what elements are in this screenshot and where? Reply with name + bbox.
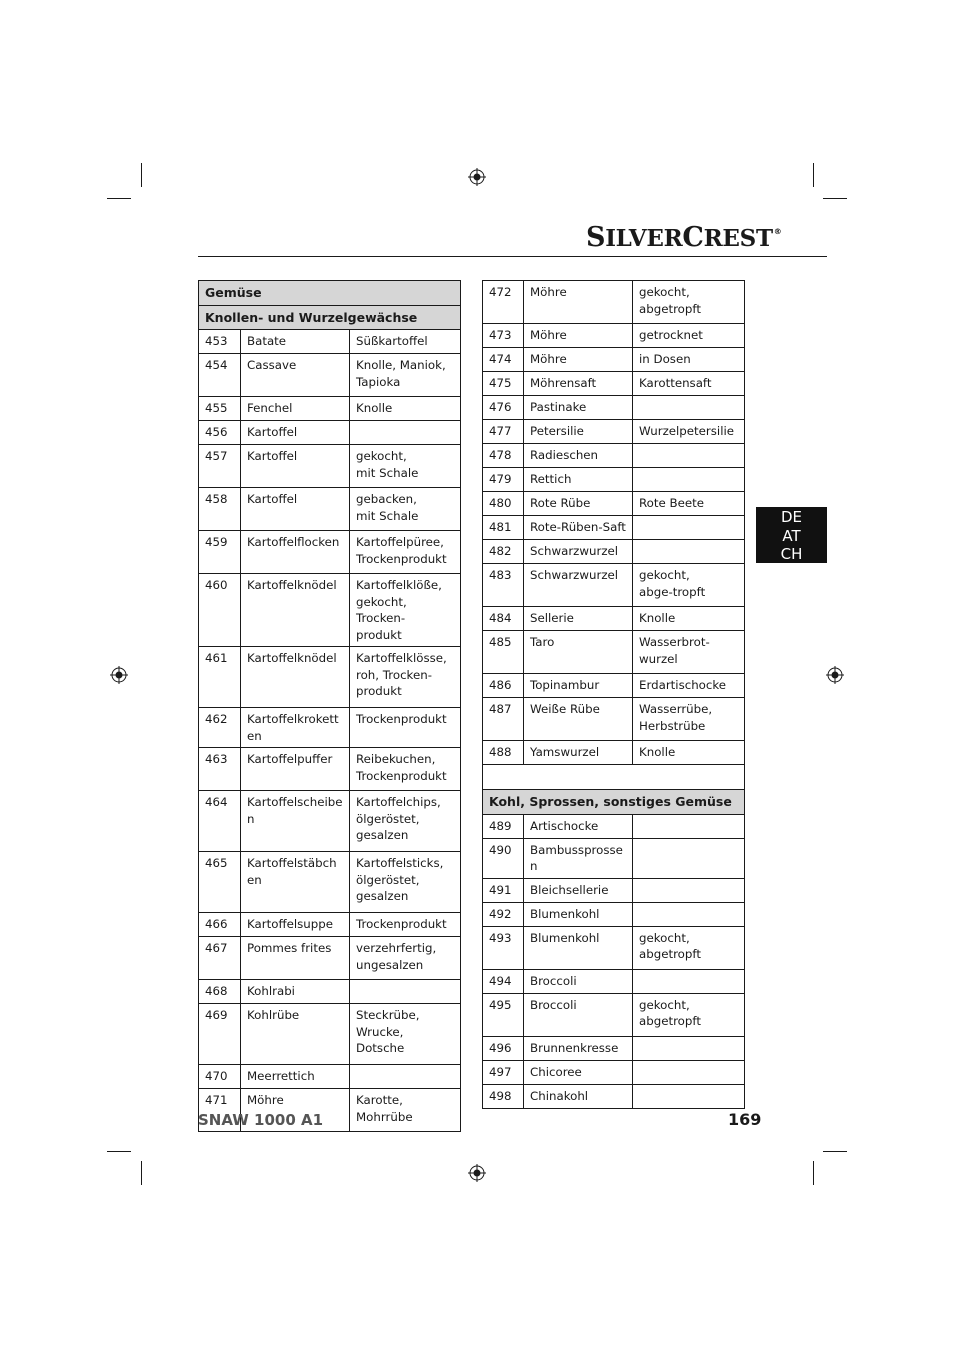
item-note: gekocht, abgetropft (633, 926, 745, 969)
item-name: Kartoffelpuffer (241, 748, 350, 791)
item-number: 480 (483, 492, 524, 516)
table-row (483, 540, 745, 564)
item-name: Meerrettich (241, 1065, 350, 1089)
crop-mark (813, 163, 814, 187)
item-name: Kartoffelkroketten (241, 708, 350, 748)
table-row (483, 564, 745, 607)
registration-mark-icon (468, 1164, 486, 1182)
item-name: Bleichsellerie (524, 878, 633, 902)
item-note: Rote Beete (633, 492, 745, 516)
table-row (483, 902, 745, 926)
section-title: Kohl, Sprossen, sonstiges Gemüse (483, 790, 745, 815)
vegetable-table-left (198, 280, 461, 1132)
item-note: Knolle (633, 607, 745, 631)
item-name: Kartoffelscheiben (241, 791, 350, 852)
item-number: 495 (483, 993, 524, 1036)
spacer-cell (483, 765, 745, 790)
item-note: Kartoffelpüree, Trockenprodukt (350, 531, 461, 574)
item-note: getrocknet (633, 324, 745, 348)
item-name: Topinambur (524, 674, 633, 698)
item-note: Kartoffelklösse, roh, Trocken- produkt (350, 647, 461, 708)
section-title-row (483, 790, 745, 815)
item-name: Artischocke (524, 814, 633, 838)
table-title: Gemüse (199, 281, 461, 306)
table-subtitle: Knollen- und Wurzelgewächse (199, 305, 461, 330)
item-number: 459 (199, 531, 241, 574)
table-row (483, 741, 745, 765)
item-note (633, 878, 745, 902)
header-rule (198, 256, 827, 257)
table-row (199, 913, 461, 937)
model-number: SNAW 1000 A1 (198, 1111, 324, 1129)
item-number: 472 (483, 281, 524, 324)
item-number: 491 (483, 878, 524, 902)
table-row (483, 814, 745, 838)
table-row (483, 878, 745, 902)
table-row (199, 1004, 461, 1065)
table-row (483, 348, 745, 372)
item-name: Rote Rübe (524, 492, 633, 516)
item-number: 469 (199, 1004, 241, 1065)
item-name: Schwarzwurzel (524, 540, 633, 564)
table-row (199, 647, 461, 708)
item-number: 466 (199, 913, 241, 937)
item-name: Weiße Rübe (524, 698, 633, 741)
item-name: Kartoffel (241, 445, 350, 488)
item-number: 489 (483, 814, 524, 838)
item-note: Trockenprodukt (350, 913, 461, 937)
item-number: 474 (483, 348, 524, 372)
item-name: Kartoffelknödel (241, 574, 350, 647)
table-row (199, 488, 461, 531)
item-name: Möhrensaft (524, 372, 633, 396)
table-row (199, 421, 461, 445)
item-name: Möhre (524, 281, 633, 324)
item-name: Kartoffelstäbchen (241, 852, 350, 913)
table-body (199, 330, 461, 1132)
table-row (199, 445, 461, 488)
item-name: Kohlrabi (241, 980, 350, 1004)
item-number: 498 (483, 1084, 524, 1108)
item-note: Wasserbrot- wurzel (633, 631, 745, 674)
crop-mark (141, 163, 142, 187)
item-name: Sellerie (524, 607, 633, 631)
item-name: Yamswurzel (524, 741, 633, 765)
item-note (633, 468, 745, 492)
item-name: Pommes frites (241, 937, 350, 980)
item-number: 486 (483, 674, 524, 698)
table-row (483, 468, 745, 492)
item-number: 483 (483, 564, 524, 607)
table-row (199, 852, 461, 913)
item-number: 476 (483, 396, 524, 420)
item-number: 465 (199, 852, 241, 913)
item-number: 456 (199, 421, 241, 445)
item-name: Blumenkohl (524, 926, 633, 969)
registered-mark: ® (773, 227, 782, 236)
item-number: 490 (483, 838, 524, 878)
item-note (633, 1060, 745, 1084)
item-note (633, 516, 745, 540)
crop-mark (823, 198, 847, 199)
table-row (483, 1084, 745, 1108)
table-row (483, 516, 745, 540)
item-number: 477 (483, 420, 524, 444)
item-note: Knolle, Maniok, Tapioka (350, 354, 461, 397)
page-number: 169 (728, 1110, 762, 1129)
item-name: Rettich (524, 468, 633, 492)
item-note (633, 902, 745, 926)
item-note: Wasserrübe, Herbstrübe (633, 698, 745, 741)
item-number: 484 (483, 607, 524, 631)
item-note: Trockenprodukt (350, 708, 461, 748)
table-row (483, 444, 745, 468)
item-number: 463 (199, 748, 241, 791)
table-row (483, 631, 745, 674)
item-number: 478 (483, 444, 524, 468)
table-row (199, 531, 461, 574)
table-row (483, 838, 745, 878)
item-number: 460 (199, 574, 241, 647)
table-row (199, 1065, 461, 1089)
item-name: Schwarzwurzel (524, 564, 633, 607)
item-number: 492 (483, 902, 524, 926)
item-note (633, 396, 745, 420)
table-row (199, 330, 461, 354)
item-number: 485 (483, 631, 524, 674)
registration-mark-icon (110, 666, 128, 684)
table-row (483, 993, 745, 1036)
item-note (633, 1036, 745, 1060)
item-note (350, 421, 461, 445)
item-number: 457 (199, 445, 241, 488)
item-note (633, 1084, 745, 1108)
item-note: verzehrfertig, ungesalzen (350, 937, 461, 980)
item-number: 482 (483, 540, 524, 564)
item-number: 497 (483, 1060, 524, 1084)
item-name: Chicoree (524, 1060, 633, 1084)
item-number: 494 (483, 969, 524, 993)
item-note: Steckrübe, Wrucke, Dotsche (350, 1004, 461, 1065)
table-row (483, 969, 745, 993)
item-name: Kartoffel (241, 488, 350, 531)
item-note: Reibekuchen, Trockenprodukt (350, 748, 461, 791)
item-number: 481 (483, 516, 524, 540)
item-note: Knolle (633, 741, 745, 765)
table-row (199, 791, 461, 852)
item-note (350, 1065, 461, 1089)
item-name: Fenchel (241, 397, 350, 421)
item-note: Erdartischocke (633, 674, 745, 698)
crop-mark (107, 1151, 131, 1152)
item-name: Blumenkohl (524, 902, 633, 926)
item-name: Kartoffelsuppe (241, 913, 350, 937)
table-row (199, 574, 461, 647)
item-name: Bambussprossen (524, 838, 633, 878)
table-row (199, 354, 461, 397)
item-name: Cassave (241, 354, 350, 397)
table-row (483, 674, 745, 698)
item-number: 493 (483, 926, 524, 969)
item-name: Kohlrübe (241, 1004, 350, 1065)
table-row (483, 926, 745, 969)
item-number: 468 (199, 980, 241, 1004)
item-name: Rote-Rüben-Saft (524, 516, 633, 540)
item-note: Kartoffelklöße, gekocht, Trocken- produkt (350, 574, 461, 647)
table-row (483, 420, 745, 444)
item-note: Kartoffelchips, ölgeröstet, gesalzen (350, 791, 461, 852)
crop-mark (813, 1161, 814, 1185)
item-name: Pastinake (524, 396, 633, 420)
table-row (483, 324, 745, 348)
item-note: Wurzelpetersilie (633, 420, 745, 444)
item-number: 453 (199, 330, 241, 354)
language-code: CH (780, 545, 803, 563)
language-tab (756, 507, 827, 563)
registration-mark-icon (468, 168, 486, 186)
item-note (633, 814, 745, 838)
item-number: 496 (483, 1036, 524, 1060)
table-row (483, 372, 745, 396)
table-row (483, 281, 745, 324)
item-number: 454 (199, 354, 241, 397)
item-name: Möhre (524, 348, 633, 372)
item-name: Möhre (524, 324, 633, 348)
item-number: 479 (483, 468, 524, 492)
brand-logo: SILVERCREST® (586, 222, 782, 253)
item-note: Süßkartoffel (350, 330, 461, 354)
item-number: 455 (199, 397, 241, 421)
item-name: Kartoffelflocken (241, 531, 350, 574)
item-note (633, 444, 745, 468)
item-name: Batate (241, 330, 350, 354)
item-note: Knolle (350, 397, 461, 421)
item-number: 470 (199, 1065, 241, 1089)
registration-mark-icon (826, 666, 844, 684)
item-note (350, 980, 461, 1004)
item-name: Taro (524, 631, 633, 674)
item-note: Kartoffelsticks, ölgeröstet, gesalzen (350, 852, 461, 913)
item-note: Karottensaft (633, 372, 745, 396)
item-note (633, 838, 745, 878)
table-row (199, 980, 461, 1004)
item-name: Kartoffel (241, 421, 350, 445)
table-row (483, 396, 745, 420)
spacer-row (483, 765, 745, 790)
crop-mark (823, 1151, 847, 1152)
table-body (483, 281, 745, 765)
item-note: gekocht, abgetropft (633, 281, 745, 324)
item-number: 487 (483, 698, 524, 741)
item-note: in Dosen (633, 348, 745, 372)
table-row (483, 607, 745, 631)
item-note (633, 540, 745, 564)
table-row (483, 698, 745, 741)
item-note: gekocht, mit Schale (350, 445, 461, 488)
table-row (199, 937, 461, 980)
item-number: 467 (199, 937, 241, 980)
table-row (199, 748, 461, 791)
item-number: 462 (199, 708, 241, 748)
item-number: 488 (483, 741, 524, 765)
item-name: Broccoli (524, 969, 633, 993)
item-name: Petersilie (524, 420, 633, 444)
item-number: 464 (199, 791, 241, 852)
item-note: Karotte, Mohrrübe (350, 1089, 461, 1132)
table-row (483, 492, 745, 516)
item-number: 471 (199, 1089, 241, 1132)
language-code: AT (782, 526, 801, 545)
item-note: gekocht, abge-tropft (633, 564, 745, 607)
table-body (483, 814, 745, 1108)
table-subtitle-row (199, 305, 461, 330)
item-number: 473 (483, 324, 524, 348)
table-row (483, 1060, 745, 1084)
table-row (483, 1036, 745, 1060)
item-note: gebacken, mit Schale (350, 488, 461, 531)
item-number: 475 (483, 372, 524, 396)
crop-mark (141, 1161, 142, 1185)
table-title-row (199, 281, 461, 306)
item-name: Kartoffelknödel (241, 647, 350, 708)
language-code: DE (780, 508, 803, 526)
vegetable-table-right (482, 280, 745, 1109)
table-row (199, 708, 461, 748)
item-number: 461 (199, 647, 241, 708)
item-note: gekocht, abgetropft (633, 993, 745, 1036)
item-name: Broccoli (524, 993, 633, 1036)
crop-mark (107, 198, 131, 199)
item-name: Radieschen (524, 444, 633, 468)
item-note (633, 969, 745, 993)
item-name: Brunnenkresse (524, 1036, 633, 1060)
item-name: Möhre (241, 1089, 350, 1132)
item-name: Chinakohl (524, 1084, 633, 1108)
item-number: 458 (199, 488, 241, 531)
table-row (199, 397, 461, 421)
